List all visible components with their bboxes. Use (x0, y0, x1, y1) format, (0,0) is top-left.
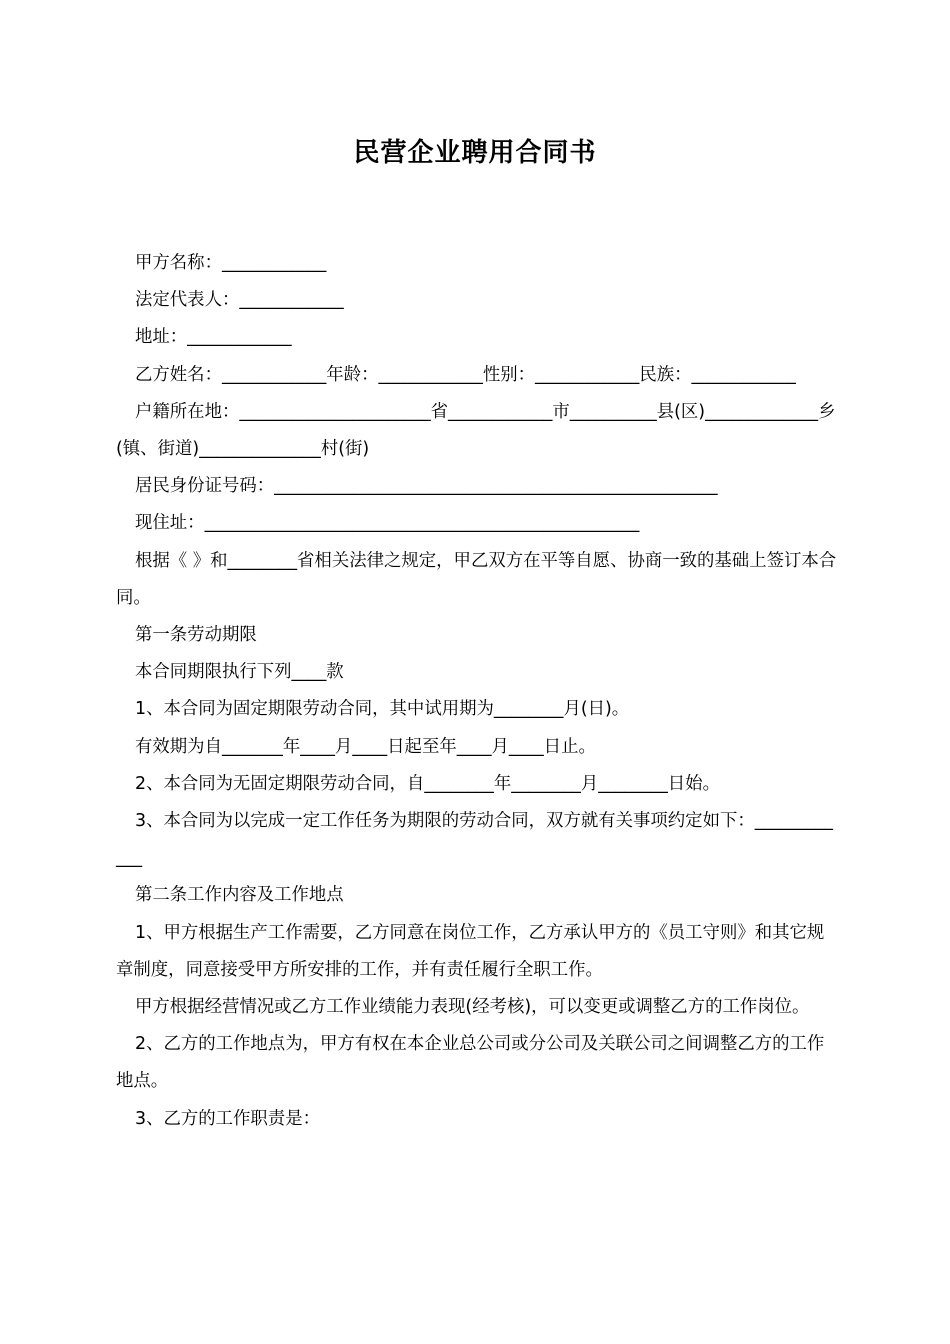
household-registration-line: 户籍所在地：______________________省____________市__________县(区)_____________乡(镇、街道)______________村(街) (116, 401, 836, 460)
article-2-clause-2: 2、乙方的工作地点为，甲方有权在本企业总公司或分公司及关联公司之间调整乙方的工作地点。 (116, 1034, 825, 1092)
address-line: 地址：____________ (135, 327, 292, 348)
article-2-adjustment: 甲方根据经营情况或乙方工作业绩能力表现(经考核)，可以变更或调整乙方的工作岗位。 (135, 997, 810, 1018)
document-title: 民营企业聘用合同书 (353, 138, 597, 168)
party-b-info-line: 乙方姓名：____________年龄：____________性别：____________民族：____________ (135, 364, 796, 385)
article-2-heading: 第二条工作内容及工作地点 (135, 885, 344, 906)
article-1-clause-2: 2、本合同为无固定期限劳动合同，自________年________月________日始。 (135, 773, 720, 794)
current-address-line: 现住址：__________________________________________________ (135, 513, 640, 534)
document-body (116, 245, 838, 1138)
article-2-clause-3: 3、乙方的工作职责是： (135, 1108, 320, 1129)
article-1-validity: 有效期为自_______年____月____日起至年____月____日止。 (135, 736, 596, 757)
article-1-clause-3: 3、本合同为以完成一定工作任务为期限的劳动合同，双方就有关事项约定如下：____________ (116, 811, 833, 869)
legal-representative-line: 法定代表人：____________ (135, 290, 344, 311)
article-1-heading: 第一条劳动期限 (135, 625, 257, 646)
party-a-name-line: 甲方名称：____________ (135, 253, 327, 273)
article-1-intro: 本合同期限执行下列____款 (135, 662, 344, 683)
article-1-clause-1: 1、本合同为固定期限劳动合同，其中试用期为________月(日)。 (135, 699, 630, 720)
preamble-paragraph: 根据《 》和________省相关法律之规定，甲乙双方在平等自愿、协商一致的基础上签订本合同。 (116, 550, 837, 608)
id-number-line: 居民身份证号码：___________________________________________________ (135, 476, 718, 497)
article-2-clause-1: 1、甲方根据生产工作需要，乙方同意在岗位工作，乙方承认甲方的《员工守则》和其它规章制度，同意接受甲方所安排的工作，并有责任履行全职工作。 (116, 922, 825, 980)
